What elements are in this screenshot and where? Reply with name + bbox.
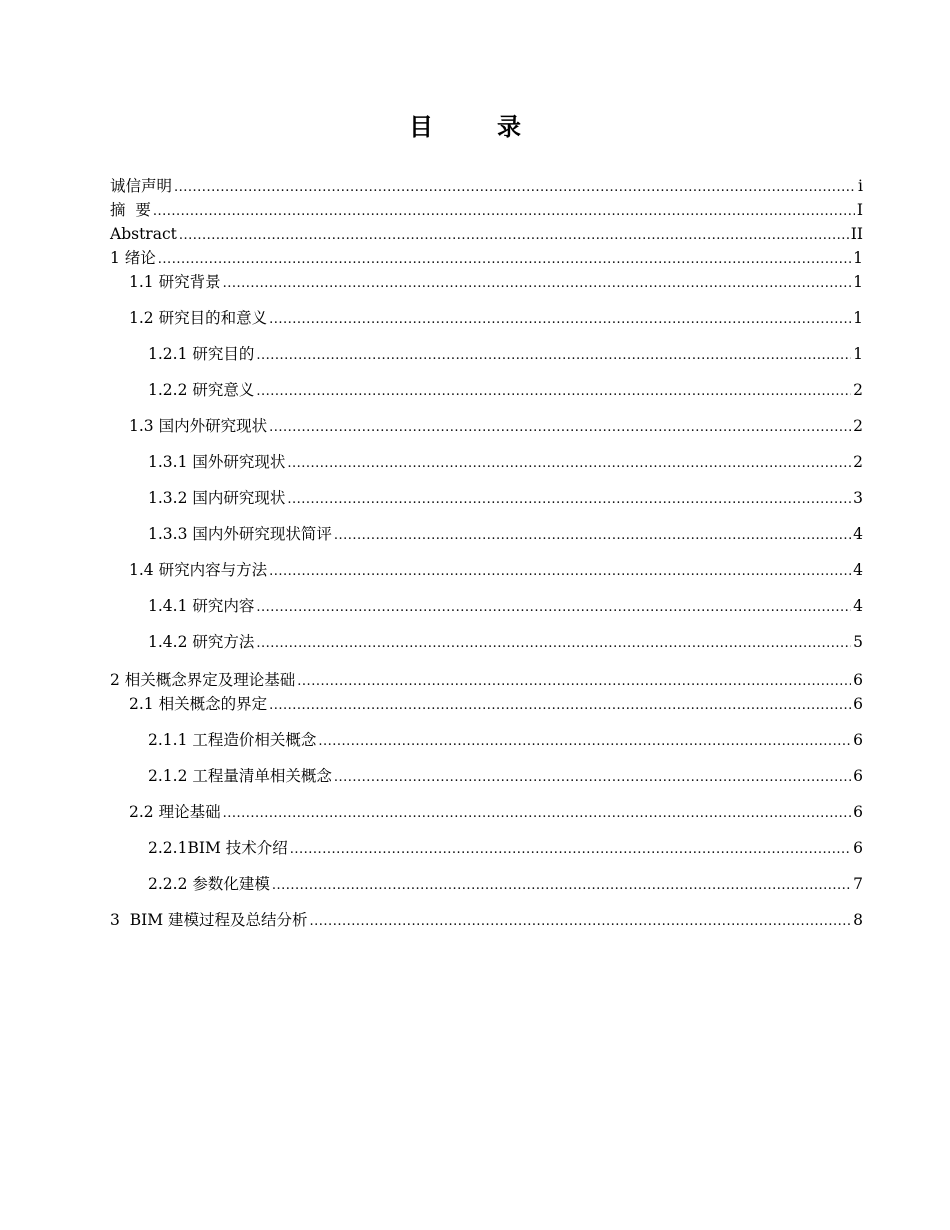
toc-dot-leader: [256, 633, 851, 655]
toc-entry-label: 1.3.2 国内研究现状: [148, 489, 286, 507]
toc-entry-page: i: [858, 177, 863, 195]
toc-entry-page: 4: [853, 561, 863, 579]
toc-entry-label: 1.2.2 研究意义: [148, 381, 255, 399]
toc-entry-label: 1.1 研究背景: [129, 273, 221, 291]
toc-entry-label: 1.2 研究目的和意义: [129, 309, 268, 327]
toc-entry-label: 1 绪论: [110, 249, 156, 267]
toc-entry-label: 2.1 相关概念的界定: [129, 695, 268, 713]
toc-entry-label: 摘 要: [110, 201, 151, 219]
toc-entry-page: 6: [853, 671, 863, 689]
toc-dot-leader: [269, 561, 851, 583]
toc-dot-leader: [153, 201, 855, 223]
toc-entry-label: 1.3 国内外研究现状: [129, 417, 268, 435]
toc-entry-label: 1.4.2 研究方法: [148, 633, 255, 651]
toc-entry-label: 2.1.1 工程造价相关概念: [148, 731, 317, 749]
toc-entry-section-1-1[interactable]: [129, 271, 863, 293]
toc-entry-page: 4: [853, 597, 863, 615]
toc-entry-section-2-1-2[interactable]: [148, 765, 863, 787]
toc-entry-chapter-1[interactable]: [110, 247, 863, 269]
toc-dot-leader: [256, 381, 851, 403]
toc-entry-label: 1.4 研究内容与方法: [129, 561, 268, 579]
toc-entry-label: Abstract: [110, 225, 177, 243]
toc-dot-leader: [269, 309, 851, 331]
toc-entry-section-2-1-1[interactable]: [148, 729, 863, 751]
toc-entry-page: 1: [853, 345, 863, 363]
toc-dot-leader: [290, 839, 851, 861]
toc-entry-page: 3: [853, 489, 863, 507]
toc-dot-leader: [287, 453, 851, 475]
toc-entry-section-2-2-2[interactable]: [148, 873, 863, 895]
toc-entry-label: 诚信声明: [110, 177, 173, 195]
toc-entry-section-1-3-2[interactable]: [148, 487, 863, 509]
toc-dot-leader: [318, 731, 851, 753]
toc-entry-page: 7: [853, 875, 863, 893]
toc-dot-leader: [256, 597, 851, 619]
toc-entry-label: 1.4.1 研究内容: [148, 597, 255, 615]
toc-dot-leader: [334, 525, 851, 547]
toc-entry-integrity-statement[interactable]: [110, 175, 863, 197]
toc-entry-section-1-3[interactable]: [129, 415, 863, 437]
toc-dot-leader: [223, 803, 852, 825]
toc-dot-leader: [158, 249, 851, 271]
toc-entry-label: 1.3.1 国外研究现状: [148, 453, 286, 471]
toc-entry-label: 2.2.2 参数化建模: [148, 875, 270, 893]
toc-entry-section-1-3-3[interactable]: [148, 523, 863, 545]
toc-entry-page: 6: [853, 731, 863, 749]
toc-entry-page: 6: [853, 839, 863, 857]
toc-entry-abstract-en[interactable]: [110, 223, 863, 245]
toc-dot-leader: [334, 767, 851, 789]
toc-entry-section-1-2-1[interactable]: [148, 343, 863, 365]
toc-dot-leader: [269, 417, 851, 439]
toc-entry-section-1-2-2[interactable]: [148, 379, 863, 401]
toc-entry-label: 1.2.1 研究目的: [148, 345, 255, 363]
toc-entry-page: 1: [853, 273, 863, 291]
toc-entry-page: 2: [853, 381, 863, 399]
toc-dot-leader: [174, 177, 856, 199]
toc-entry-page: 2: [853, 417, 863, 435]
toc-entry-page: 6: [853, 767, 863, 785]
toc-dot-leader: [310, 911, 852, 933]
toc-entry-label: 2.2 理论基础: [129, 803, 221, 821]
toc-entry-page: II: [850, 225, 863, 243]
toc-entry-page: 1: [853, 249, 863, 267]
toc-dot-leader: [272, 875, 851, 897]
toc-entry-label: 2.1.2 工程量清单相关概念: [148, 767, 332, 785]
toc-entry-page: 6: [853, 695, 863, 713]
toc-entry-section-1-4-2[interactable]: [148, 631, 863, 653]
toc-dot-leader: [256, 345, 851, 367]
toc-entry-label: 1.3.3 国内外研究现状简评: [148, 525, 332, 543]
toc-entry-label: 2 相关概念界定及理论基础: [110, 671, 296, 689]
toc-entry-abstract-cn[interactable]: [110, 199, 863, 221]
toc-entry-page: 5: [853, 633, 863, 651]
toc-entry-section-2-2-1[interactable]: [148, 837, 863, 859]
toc-entry-page: 8: [853, 911, 863, 929]
toc-entry-label: 2.2.1BIM 技术介绍: [148, 839, 288, 857]
toc-entry-chapter-2[interactable]: [110, 669, 863, 691]
toc-dot-leader: [223, 273, 852, 295]
toc-entry-section-1-3-1[interactable]: [148, 451, 863, 473]
toc-entry-page: 4: [853, 525, 863, 543]
toc-dot-leader: [297, 671, 851, 693]
toc-title: 目 录: [409, 113, 541, 141]
toc-dot-leader: [287, 489, 851, 511]
toc-entry-page: 6: [853, 803, 863, 821]
toc-entry-section-2-2[interactable]: [129, 801, 863, 823]
toc-dot-leader: [269, 695, 851, 717]
toc-entry-section-1-4-1[interactable]: [148, 595, 863, 617]
toc-entry-label: 3 BIM 建模过程及总结分析: [110, 911, 308, 929]
toc-entry-section-1-4[interactable]: [129, 559, 863, 581]
toc-entry-section-2-1[interactable]: [129, 693, 863, 715]
toc-entry-chapter-3[interactable]: [110, 909, 863, 931]
toc-entry-page: 1: [853, 309, 863, 327]
toc-dot-leader: [179, 225, 849, 247]
toc-entry-section-1-2[interactable]: [129, 307, 863, 329]
toc-entry-page: 2: [853, 453, 863, 471]
toc-entry-page: I: [856, 201, 863, 219]
